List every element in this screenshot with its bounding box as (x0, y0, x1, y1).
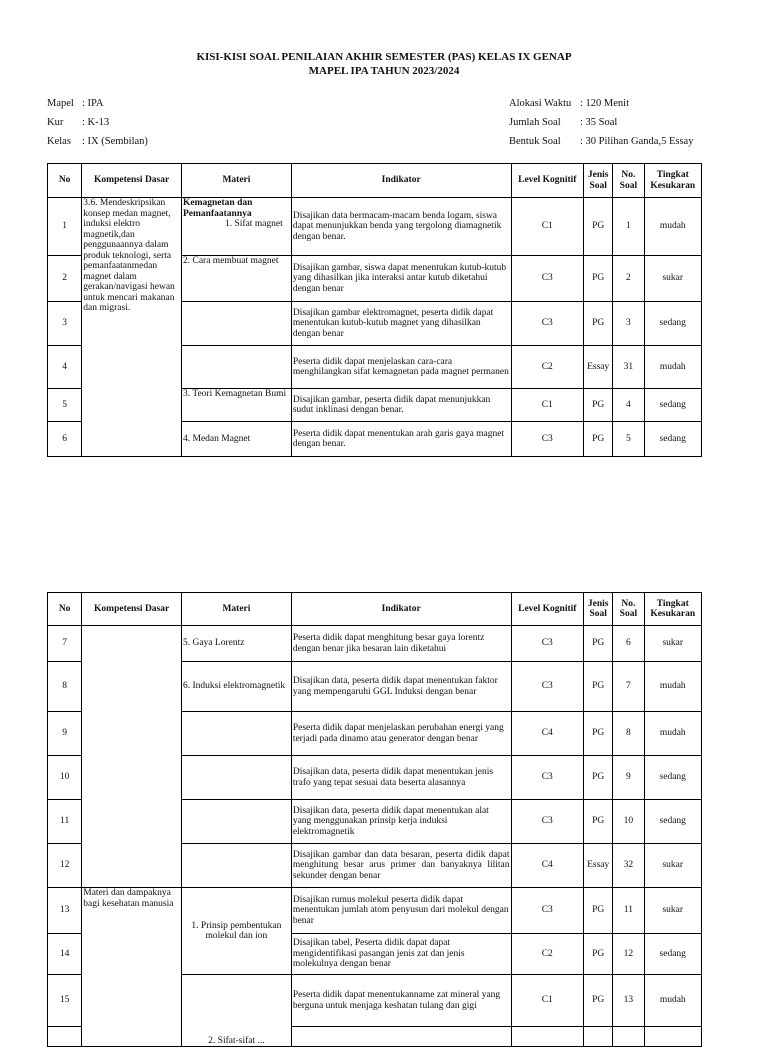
cell-indikator: Peserta didik dapat menentukanname zat mineral yang berguna untuk menjaga keshatan tulang dan gigi (291, 975, 511, 1027)
cell-materi: 1. Prinsip pembentukan molekul dan ion (182, 888, 292, 975)
cell-tingkat: mudah (644, 975, 702, 1027)
cell-no-soal: 1 (613, 198, 644, 256)
header-jenis-soal: Jenis Soal (584, 164, 613, 198)
cell-kompetensi-dasar: Materi dan dampaknya bagi kesehatan manusia (82, 888, 182, 1047)
kisi-kisi-table-1 (47, 163, 702, 457)
header-kompetensi-dasar: Kompetensi Dasar (82, 593, 182, 626)
header-level-kognitif: Level Kognitif (511, 164, 584, 198)
cell-indikator: Peserta didik dapat menentukan arah garis gaya magnet dengan benar. (291, 422, 511, 457)
cell-no-soal: 13 (613, 975, 644, 1027)
cell-no: 15 (48, 975, 82, 1027)
meta-label: Mapel (47, 98, 74, 109)
cell-tingkat: sedang (644, 934, 702, 975)
cell-materi: 4. Medan Magnet (182, 422, 292, 457)
meta-value: : 120 Menit (580, 98, 629, 109)
cell-level: C2 (511, 934, 584, 975)
cell-jenis: PG (584, 256, 613, 302)
cell-materi (182, 198, 292, 256)
cell-jenis: PG (584, 662, 613, 712)
cell-materi: 5. Gaya Lorentz (182, 626, 292, 662)
document-title: KISI-KISI SOAL PENILAIAN AKHIR SEMESTER (PAS) KELAS IX GENAP (196, 51, 572, 63)
materi-heading: Kemagnetan dan Pemanfaatannya (183, 198, 253, 219)
cell-tingkat: sukar (644, 844, 702, 888)
cell-no: 1 (48, 198, 82, 256)
cell-no (48, 1027, 82, 1047)
cell-no-soal: 7 (613, 662, 644, 712)
cell-no-soal: 31 (613, 346, 644, 389)
cell-jenis: PG (584, 975, 613, 1027)
cell-no: 6 (48, 422, 82, 457)
table-header-row (48, 164, 702, 198)
cell-indikator: Disajikan data bermacam-macam benda logam, siswa dapat menunjukkan benda yang tergolong diamagnetik dengan benar. (291, 198, 511, 256)
cell-no: 3 (48, 302, 82, 346)
meta-alokasi-waktu (509, 98, 629, 110)
cell-level (511, 1027, 584, 1047)
meta-jumlah-soal (509, 117, 617, 129)
cell-jenis: PG (584, 800, 613, 844)
cell-no: 11 (48, 800, 82, 844)
header-no: No (48, 164, 82, 198)
cell-indikator: Disajikan gambar elektromagnet, peserta didik dapat menentukan kutub-kutub magnet yang dihasilkan dengan benar (291, 302, 511, 346)
cell-tingkat: sedang (644, 422, 702, 457)
cell-tingkat: mudah (644, 662, 702, 712)
cell-level: C1 (511, 389, 584, 422)
cell-jenis: PG (584, 626, 613, 662)
cell-jenis: PG (584, 389, 613, 422)
header-tingkat-kesukaran: Tingkat Kesukaran (644, 164, 702, 198)
header-level-kognitif: Level Kognitif (511, 593, 584, 626)
cell-indikator: Disajikan data, peserta didik dapat menentukan faktor yang mempengaruhi GGL Induksi dengan benar (291, 662, 511, 712)
cell-level: C4 (511, 844, 584, 888)
table-row (48, 888, 702, 934)
cell-materi (182, 844, 292, 888)
meta-value: : 35 Soal (580, 117, 618, 128)
cell-no: 5 (48, 389, 82, 422)
cell-no-soal: 5 (613, 422, 644, 457)
header-no-soal: No. Soal (613, 164, 644, 198)
meta-value: : IPA (82, 98, 104, 109)
cell-no: 4 (48, 346, 82, 389)
cell-level: C3 (511, 626, 584, 662)
cell-no: 10 (48, 756, 82, 800)
cell-materi: 6. Induksi elektromagnetik (182, 662, 292, 712)
cell-no-soal: 6 (613, 626, 644, 662)
cell-indikator: Peserta didik dapat menjelaskan perubahan energi yang terjadi pada dinamo atau generator dengan benar (291, 712, 511, 756)
cell-no-soal: 32 (613, 844, 644, 888)
cell-level: C3 (511, 662, 584, 712)
cell-materi (182, 302, 292, 346)
cell-jenis: PG (584, 198, 613, 256)
header-no: No (48, 593, 82, 626)
cell-tingkat: mudah (644, 712, 702, 756)
cell-no: 12 (48, 844, 82, 888)
cell-tingkat: sukar (644, 888, 702, 934)
cell-kompetensi-dasar (82, 626, 182, 888)
document-subtitle: MAPEL IPA TAHUN 2023/2024 (308, 65, 460, 77)
cell-jenis (584, 1027, 613, 1047)
cell-jenis: PG (584, 422, 613, 457)
header-indikator: Indikator (291, 593, 511, 626)
cell-jenis: PG (584, 934, 613, 975)
header-tingkat-kesukaran: Tingkat Kesukaran (644, 593, 702, 626)
meta-label: Jumlah Soal (509, 117, 561, 128)
cell-no-soal: 9 (613, 756, 644, 800)
cell-no-soal: 3 (613, 302, 644, 346)
meta-label: Bentuk Soal (509, 136, 561, 147)
cell-tingkat: sukar (644, 256, 702, 302)
header-no-soal: No. Soal (613, 593, 644, 626)
cell-jenis: PG (584, 756, 613, 800)
meta-value: : 30 Pilihan Ganda,5 Essay (580, 136, 694, 147)
cell-level: C3 (511, 256, 584, 302)
meta-label: Kelas (47, 136, 71, 147)
meta-kur (47, 117, 109, 129)
meta-value: : K-13 (82, 117, 110, 128)
cell-jenis: Essay (584, 844, 613, 888)
cell-no: 14 (48, 934, 82, 975)
cell-jenis: PG (584, 712, 613, 756)
cell-level: C4 (511, 712, 584, 756)
cell-level: C1 (511, 975, 584, 1027)
cell-no: 2 (48, 256, 82, 302)
cell-no: 13 (48, 888, 82, 934)
cell-no-soal: 10 (613, 800, 644, 844)
cell-materi (182, 800, 292, 844)
cell-indikator: Disajikan data, peserta didik dapat menentukan alat yang menggunakan prinsip kerja induksi elektromagnetik (291, 800, 511, 844)
cell-jenis: Essay (584, 346, 613, 389)
cell-no-soal: 4 (613, 389, 644, 422)
cell-indikator: Disajikan gambar, peserta didik dapat menunjukkan sudut inklinasi dengan benar. (291, 389, 511, 422)
cell-indikator: Disajikan gambar, siswa dapat menentukan kutub-kutub yang dihasilkan jika interaksi antar kutub diketahui dengan benar (291, 256, 511, 302)
cell-no: 8 (48, 662, 82, 712)
cell-jenis: PG (584, 302, 613, 346)
cell-tingkat: sedang (644, 302, 702, 346)
header-materi: Materi (182, 593, 292, 626)
cell-indikator: Disajikan gambar dan data besaran, peserta didik dapat menghitung besar arus primer dan banyaknya lilitan sekunder dengan benar (291, 844, 511, 888)
header-jenis-soal: Jenis Soal (584, 593, 613, 626)
cell-indikator (291, 1027, 511, 1047)
header-indikator: Indikator (291, 164, 511, 198)
cell-materi: 2. Sifat-sifat ... (182, 975, 292, 1047)
cell-materi (182, 712, 292, 756)
cell-level: C3 (511, 302, 584, 346)
cell-level: C3 (511, 422, 584, 457)
cell-materi (182, 756, 292, 800)
header-materi: Materi (182, 164, 292, 198)
table-row (48, 198, 702, 256)
cell-jenis: PG (584, 888, 613, 934)
cell-no: 7 (48, 626, 82, 662)
cell-indikator: Peserta didik dapat menjelaskan cara-cara menghilangkan sifat kemagnetan pada magnet permanen (291, 346, 511, 389)
cell-tingkat: sukar (644, 626, 702, 662)
cell-no-soal: 12 (613, 934, 644, 975)
cell-no-soal (613, 1027, 644, 1047)
materi-item: 1. Sifat magnet (225, 219, 283, 229)
cell-no-soal: 11 (613, 888, 644, 934)
cell-no-soal: 8 (613, 712, 644, 756)
cell-kompetensi-dasar: 3.6. Mendeskripsikan konsep medan magnet, induksi elektro magnetik,dan penggunaannya dalam produk teknologi, serta pemanfaatanmedan magnet dalam gerakan/navigasi hewan untuk mencari makanan dan migrasi. (82, 198, 182, 457)
meta-value: : IX (Sembilan) (82, 136, 148, 147)
cell-indikator: Disajikan rumus molekul peserta didik dapat menentukan jumlah atom penyusun dari molekul dengan benar (291, 888, 511, 934)
cell-materi (182, 346, 292, 389)
table-row (48, 626, 702, 662)
kisi-kisi-table-2 (47, 592, 702, 1047)
cell-level: C3 (511, 800, 584, 844)
cell-indikator: Peserta didik dapat menghitung besar gaya lorentz dengan benar jika besaran lain diketahui (291, 626, 511, 662)
cell-tingkat: sedang (644, 800, 702, 844)
cell-tingkat: sedang (644, 756, 702, 800)
meta-mapel (47, 98, 104, 110)
table-header-row (48, 593, 702, 626)
cell-tingkat: mudah (644, 198, 702, 256)
cell-tingkat: mudah (644, 346, 702, 389)
meta-label: Alokasi Waktu (509, 98, 572, 109)
cell-level: C1 (511, 198, 584, 256)
meta-bentuk-soal (509, 136, 693, 148)
cell-no-soal: 2 (613, 256, 644, 302)
cell-level: C3 (511, 888, 584, 934)
cell-materi: 3. Teori Kemagnetan Bumi (182, 389, 292, 422)
cell-tingkat (644, 1027, 702, 1047)
header-kompetensi-dasar: Kompetensi Dasar (82, 164, 182, 198)
meta-kelas (47, 136, 148, 148)
cell-no: 9 (48, 712, 82, 756)
cell-level: C2 (511, 346, 584, 389)
cell-indikator: Disajikan data, peserta didik dapat menentukan jenis trafo yang tepat sesuai data beserta alasannya (291, 756, 511, 800)
cell-indikator: Disajikan tabel, Peserta didik dapat dapat mengidentifikasi pasangan jenis zat dan jenis molekulnya dengan benar (291, 934, 511, 975)
cell-level: C3 (511, 756, 584, 800)
cell-tingkat: sedang (644, 389, 702, 422)
meta-label: Kur (47, 117, 64, 128)
cell-materi: 2. Cara membuat magnet (182, 256, 292, 302)
